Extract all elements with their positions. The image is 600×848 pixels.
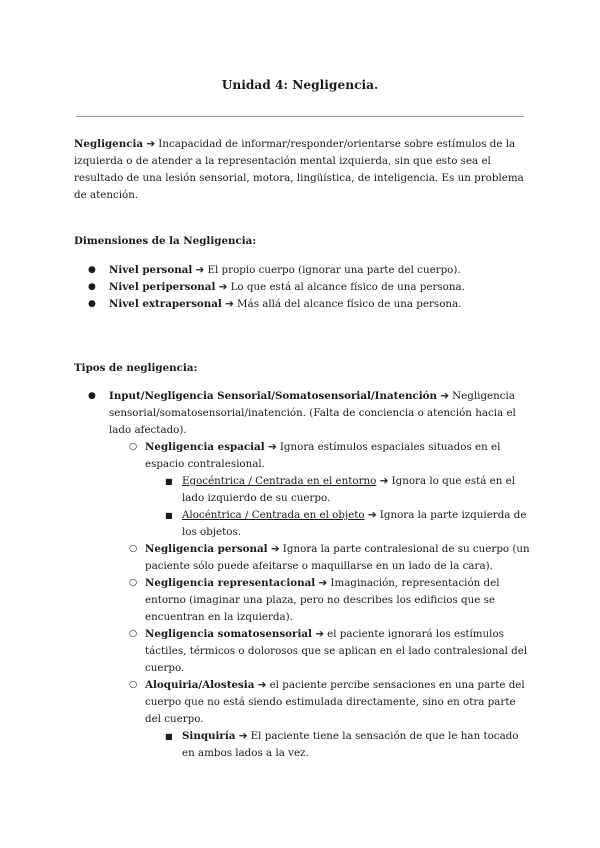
dimensions-heading: Dimensiones de la Negligencia: xyxy=(74,235,257,247)
circle-bullet-icon: ○ xyxy=(129,577,138,588)
item-text: el paciente ignorará los estímulos táctiles, térmicos o dolorosos que se aplican en el lado contralesional del cuerpo. xyxy=(145,628,528,674)
dimensions-list xyxy=(74,262,530,313)
item-text: Ignora estímulos espaciales situados en el espacio contralesional. xyxy=(145,441,501,470)
list-item xyxy=(74,677,530,728)
list-item xyxy=(74,507,530,541)
item-term: Sinquiría xyxy=(182,730,236,742)
arrow-icon: ➔ xyxy=(270,543,280,555)
types-list xyxy=(74,388,530,762)
item-term: Nivel peripersonal xyxy=(109,281,216,293)
square-bullet-icon: ■ xyxy=(165,511,173,520)
bullet-icon: ● xyxy=(88,265,96,275)
item-text: Negligencia sensorial/somatosensorial/inatención. (Falta de conciencia o atención hacia el lado afectado). xyxy=(109,390,516,436)
item-term: Negligencia espacial xyxy=(145,441,265,453)
circle-bullet-icon: ○ xyxy=(129,628,138,639)
item-text: Ignora lo que está en el lado izquierdo de su cuerpo. xyxy=(182,475,516,504)
circle-bullet-icon: ○ xyxy=(129,441,138,452)
circle-bullet-icon: ○ xyxy=(129,679,138,690)
page-title: Unidad 4: Negligencia. xyxy=(221,78,379,92)
item-text: Imaginación, representación del entorno (imaginar una plaza, pero no describes los edificios que se encuentran en la izquierda). xyxy=(145,577,500,623)
bullet-icon: ● xyxy=(88,282,96,292)
item-term: Negligencia representacional xyxy=(145,577,316,589)
item-text: Ignora la parte izquierda de los objetos. xyxy=(182,509,527,538)
types-heading: Tipos de negligencia: xyxy=(74,362,198,374)
list-item xyxy=(74,473,530,507)
item-text: Lo que está al alcance físico de una persona. xyxy=(230,281,465,293)
list-item xyxy=(74,296,530,313)
arrow-icon: ➔ xyxy=(238,730,248,742)
arrow-icon: ➔ xyxy=(267,441,277,453)
intro-term: Negligencia xyxy=(74,138,144,150)
item-term: Negligencia personal xyxy=(145,543,268,555)
list-item xyxy=(74,728,530,762)
list-item xyxy=(74,262,530,279)
arrow-icon: ➔ xyxy=(195,264,205,276)
arrow-icon: ➔ xyxy=(218,281,228,293)
horizontal-rule xyxy=(76,116,524,117)
intro-paragraph xyxy=(74,136,530,204)
bullet-icon: ● xyxy=(88,299,96,309)
square-bullet-icon: ■ xyxy=(165,732,173,741)
intro-text: Incapacidad de informar/responder/orientarse sobre estímulos de la izquierda o de atender a la representación mental izquierda, sin que esto sea el resultado de una lesión sensorial, motora, lingüística, de inteligencia. Es un problema de atención. xyxy=(74,138,524,201)
bullet-icon: ● xyxy=(88,391,96,401)
arrow-icon: ➔ xyxy=(440,390,449,402)
arrow-icon: ➔ xyxy=(146,138,155,150)
item-text: Ignora la parte contralesional de su cuerpo (un paciente sólo puede afeitarse o maquillarse en un lado de la cara). xyxy=(145,543,530,572)
item-term: Nivel extrapersonal xyxy=(109,298,222,310)
arrow-icon: ➔ xyxy=(315,628,324,640)
item-term: Alocéntrica / Centrada en el objeto xyxy=(182,509,365,521)
item-text: El paciente tiene la sensación de que le han tocado en ambos lados a la vez. xyxy=(182,730,519,759)
list-item xyxy=(74,541,530,575)
arrow-icon: ➔ xyxy=(318,577,328,589)
list-item xyxy=(74,439,530,473)
item-text: El propio cuerpo (ignorar una parte del cuerpo). xyxy=(207,264,461,276)
square-bullet-icon: ■ xyxy=(165,477,173,486)
list-item xyxy=(74,575,530,626)
list-item xyxy=(74,279,530,296)
circle-bullet-icon: ○ xyxy=(129,543,138,554)
arrow-icon: ➔ xyxy=(379,475,389,487)
item-term: Aloquiria/Alostesia xyxy=(145,679,255,691)
arrow-icon: ➔ xyxy=(225,298,234,310)
item-text: Más allá del alcance físico de una persona. xyxy=(237,298,462,310)
arrow-icon: ➔ xyxy=(367,509,377,521)
item-term: Egocéntrica / Centrada en el entorno xyxy=(182,475,377,487)
arrow-icon: ➔ xyxy=(257,679,267,691)
item-term: Negligencia somatosensorial xyxy=(145,628,312,640)
item-term: Input/Negligencia Sensorial/Somatosensorial/Inatención xyxy=(109,390,437,402)
item-term: Nivel personal xyxy=(109,264,193,276)
list-item xyxy=(74,388,530,439)
list-item xyxy=(74,626,530,677)
item-text: el paciente percibe sensaciones en una parte del cuerpo que no está siendo estimulada directamente, sino en otra parte del cuerpo. xyxy=(145,679,525,725)
